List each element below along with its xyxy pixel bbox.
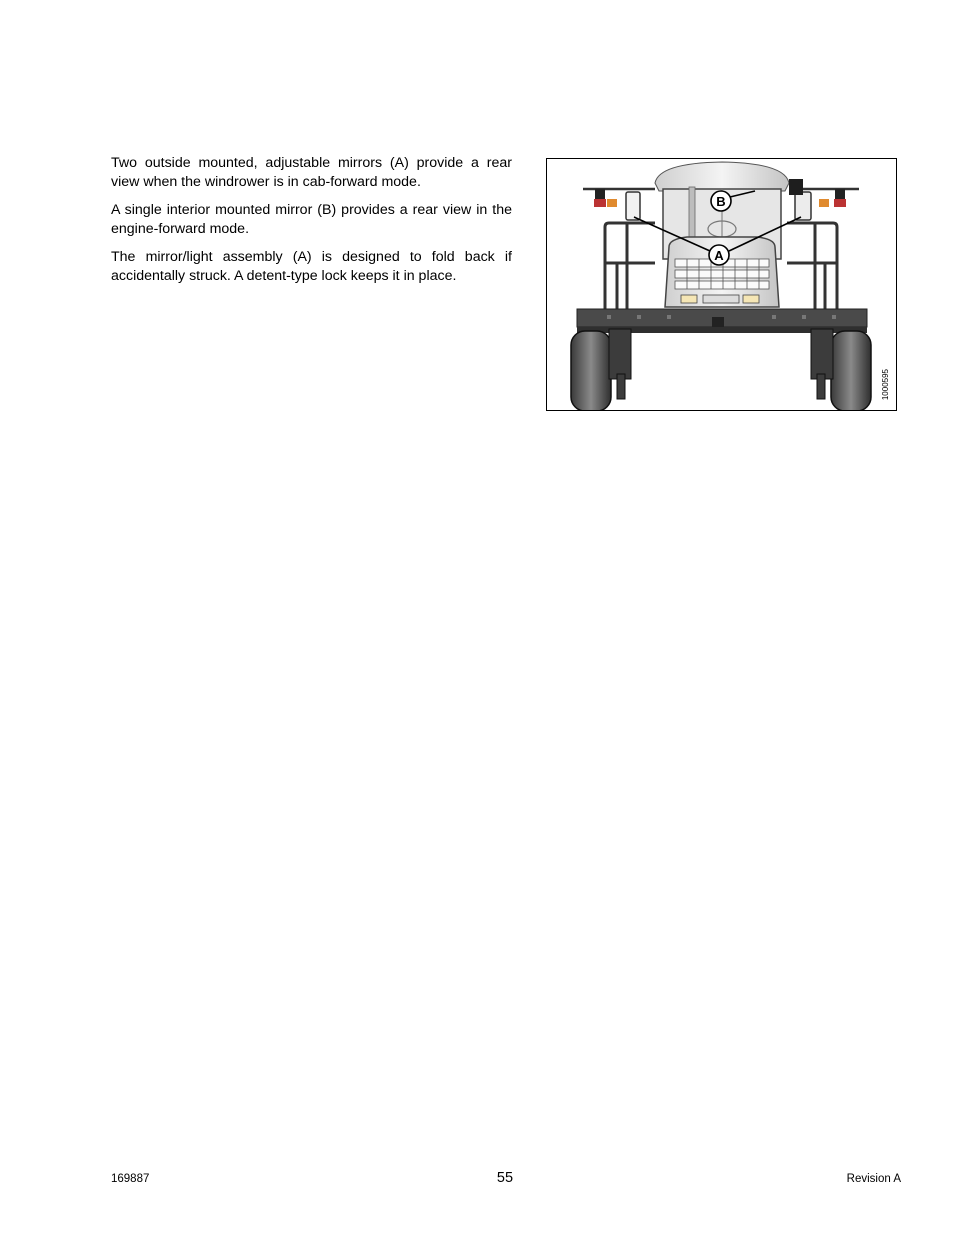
- right-railing: [787, 223, 837, 309]
- windrower-mirrors-figure: [546, 158, 897, 411]
- page-number: 55: [496, 1170, 514, 1186]
- figure-id: 1000595: [881, 368, 890, 400]
- page-footer: [0, 1170, 954, 1190]
- left-headlight: [681, 295, 697, 303]
- paragraph-mirror-fold: The mirror/light assembly (A) is designed to fold back if accidentally struck. A detent-type lock keeps it in place.: [111, 249, 512, 284]
- paragraph-interior-mirror: A single interior mounted mirror (B) provides a rear view in the engine-forward mode.: [111, 202, 512, 237]
- left-railing: [605, 223, 655, 309]
- document-number: 169887: [111, 1173, 150, 1185]
- left-wheel: [571, 329, 631, 410]
- paragraph-outside-mirrors: Two outside mounted, adjustable mirrors (A) provide a rear view when the windrower is in cab-forward mode.: [111, 155, 512, 190]
- right-headlight: [743, 295, 759, 303]
- left-outside-mirror: [626, 192, 640, 220]
- svg-text:A: A: [714, 248, 724, 263]
- right-wheel: [811, 329, 871, 410]
- cab-roof: [655, 162, 789, 191]
- callout-b: [711, 191, 731, 211]
- windrower-front-view-illustration: [547, 159, 896, 410]
- right-outside-mirror: [795, 192, 811, 220]
- svg-text:B: B: [716, 194, 726, 209]
- body-text: [111, 154, 512, 295]
- callout-a: [709, 245, 729, 265]
- revision-label: Revision A: [846, 1173, 901, 1185]
